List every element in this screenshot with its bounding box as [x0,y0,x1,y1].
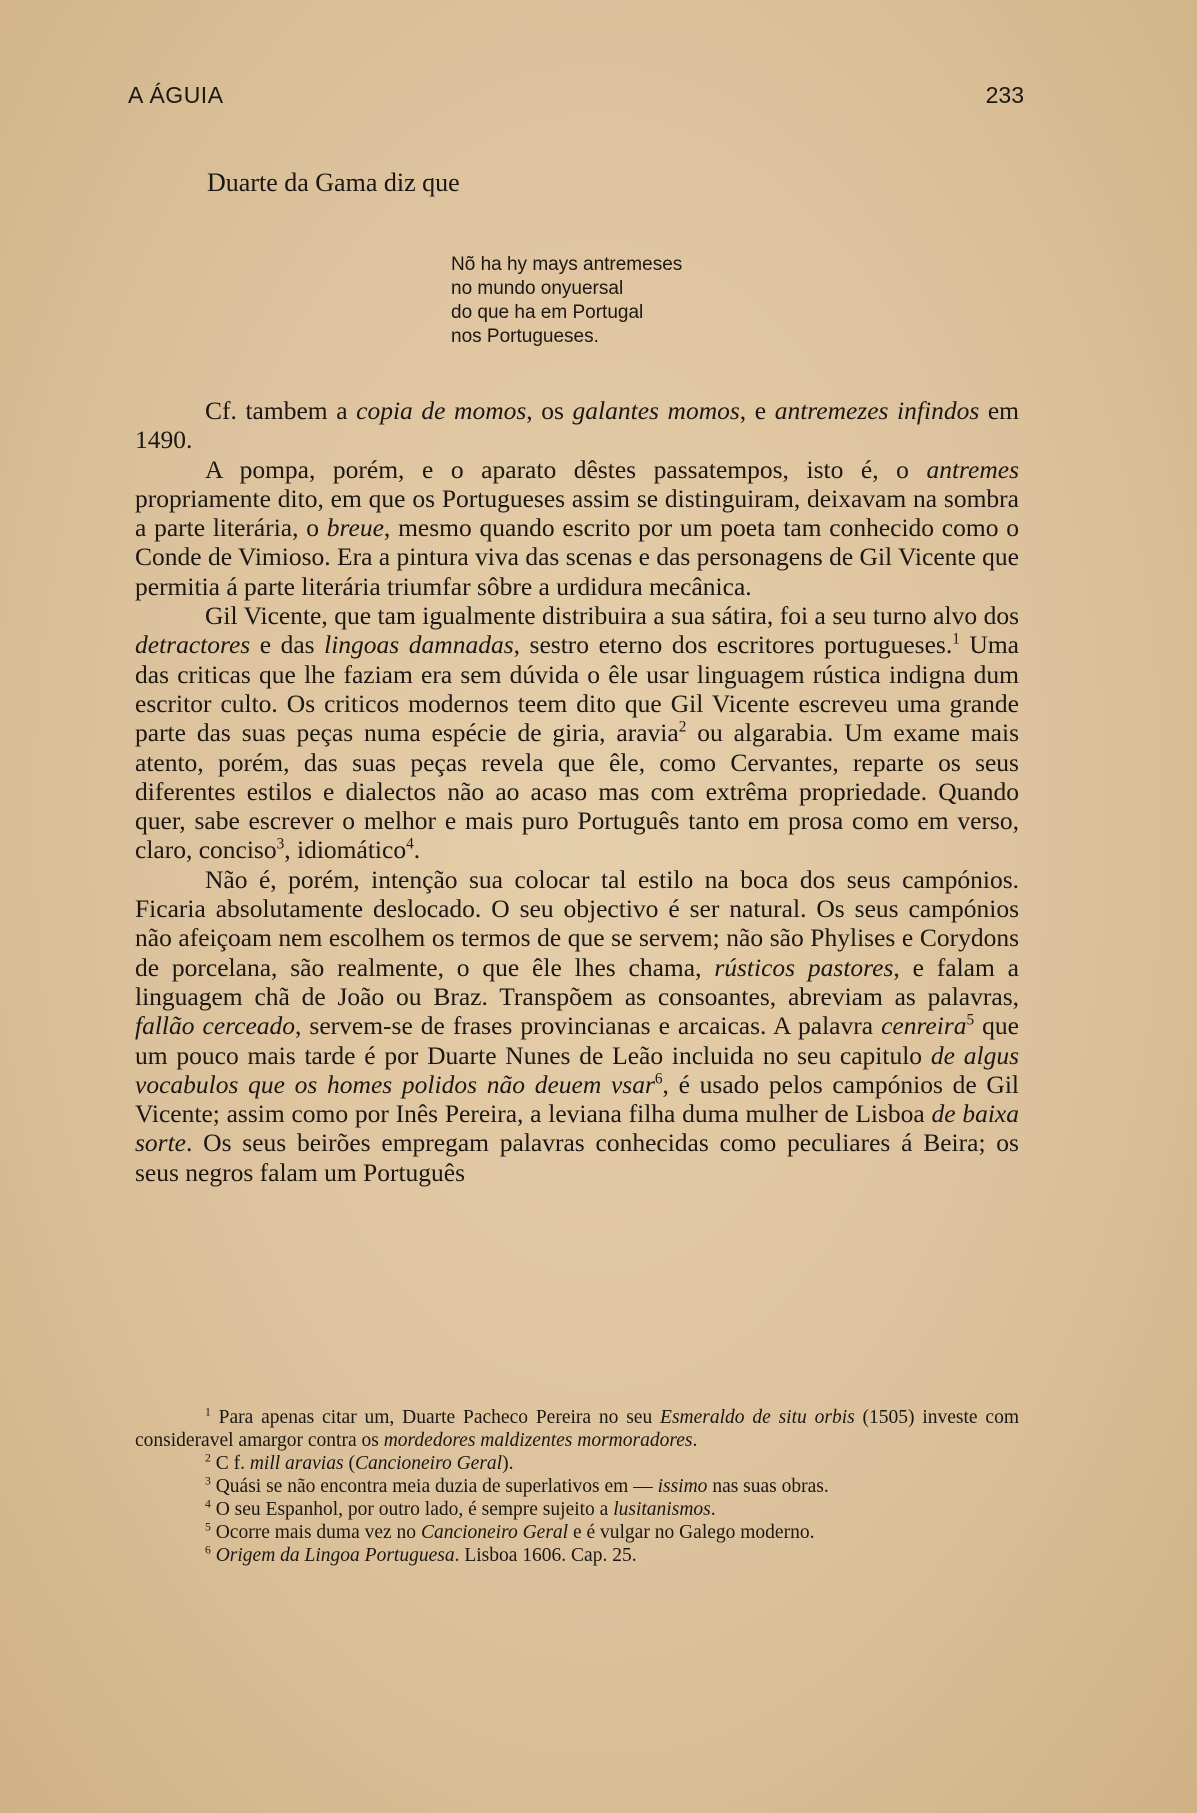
text-run: ). [502,1453,514,1474]
italic-run: fallão cerceado [135,1011,296,1041]
italic-run: Cancioneiro Geral [354,1453,503,1474]
text-run: em 1490. [135,396,1019,455]
footnote-ref: 4 [406,835,414,853]
footnote-3 [135,1475,1019,1498]
intro-line: Duarte da Gama diz que [207,168,460,197]
text-run: propriamente dito, em que os Portugueses assim se distinguiram, deixavam na sombra a parte literária, o [135,483,1019,543]
footnote-1 [135,1406,1019,1452]
italic-run: galantes momos [572,396,740,425]
footnote-number: 6 [205,1543,211,1557]
italic-run: detractores [135,630,251,660]
footnote-ref: 1 [952,630,960,648]
text-run: , os [526,396,573,425]
text-run: Gil Vicente, que tam igualmente distribuira a sua sátira, foi a seu turno alvo dos [205,601,1019,631]
footnote-number: 3 [205,1474,211,1488]
page-number: 233 [985,82,1024,108]
text-run: e é vulgar no Galego moderno. [568,1522,815,1543]
footnote-number: 4 [205,1497,211,1511]
text-run: . [692,1430,698,1451]
verse-quote [451,253,682,349]
paragraph-pompa [135,455,1019,601]
verse-line: nos Portugueses. [451,326,599,347]
text-run: , sestro eterno dos escritores portugueses. [513,630,953,660]
verse-line: Nõ ha hy mays antremeses [451,254,683,275]
text-run: , servem-se de frases provincianas e arcaicas. A palavra [295,1011,882,1041]
footnote-6 [135,1544,1019,1567]
footnotes [135,1406,1019,1567]
text-run: , é usado pelos campónios de Gil Vicente; assim como por Inês Pereira, a leviana filha duma mulher de Lisboa [135,1069,1019,1129]
verse-line: no mundo onyuersal [451,278,624,299]
footnote-number: 2 [205,1451,211,1465]
text-run: Ocorre mais duma vez no [210,1522,421,1543]
text-run: . [710,1499,716,1520]
text-run: C f. [210,1453,250,1474]
italic-run: de algus vocabulos que os homes polidos não deuem vsar [135,1040,1020,1099]
paragraph-estilo [135,865,1019,1187]
text-run: Uma das criticas que lhe faziam era sem dúvida o êle usar linguagem rústica indigna dum escritor culto. Os criticos modernos teem dito que Gil Vicente escreveu uma grande parte das suas peças numa espécie de giria, aravia [135,630,1019,748]
text-run: , e falam a linguagem chã de João ou Braz. Transpõem as consoantes, abreviam as palavras, [135,952,1019,1011]
text-run: , idiomático [284,835,407,865]
italic-run: lusitanismos [613,1499,711,1520]
italic-run: cenreira [881,1011,967,1041]
italic-run: lingoas damnadas [324,630,514,660]
footnote-2 [135,1452,1019,1475]
italic-run: antremes [926,454,1019,484]
italic-run: copia de momos [356,396,527,425]
italic-run: rústicos pastores [714,952,894,982]
italic-run: Esmeraldo de situ orbis [660,1407,855,1428]
footnote-ref: 2 [678,718,687,736]
text-run: Não é, porém, intenção sua colocar tal estilo na boca dos seus campónios. Ficaria absolutamente deslocado. O seu objectivo é ser natural. Os seus campónios não afeiçoam nem escolhem os termos de que se servem; não são Phylises e Corydons de porcelana, são realmente, o que êle lhes chama, [135,864,1019,982]
text-run: que um pouco mais tarde é por Duarte Nunes de Leão incluida no seu capitulo [135,1011,1019,1070]
text-run: , e [739,396,775,425]
footnote-ref: 5 [966,1011,975,1029]
text-run: O seu Espanhol, por outro lado, é sempre sujeito a [210,1499,614,1520]
italic-run: mill aravias [249,1453,344,1474]
footnote-number: 1 [205,1405,211,1419]
body-text [135,396,1019,1187]
italic-run: Origem da Lingoa Portuguesa [215,1545,455,1566]
italic-run: mordedores maldizentes mormoradores [383,1430,693,1451]
verse-line: do que ha em Portugal [451,302,644,323]
footnote-ref: 3 [276,835,285,853]
text-run: Para apenas citar um, Duarte Pacheco Pereira no seu [210,1407,661,1428]
text-run: . Os seus beirões empregam palavras conhecidas como peculiares á Beira; os seus negros falam um Português [135,1128,1019,1187]
journal-title: A ÁGUIA [128,82,224,108]
paragraph-cf [135,396,1019,455]
text-run: Quási se não encontra meia duzia de superlativos em — [210,1476,658,1497]
text-run: Cf. tambem a [205,396,357,425]
paragraph-gil-vicente [135,601,1019,865]
text-run: (1505) investe com consideravel amargor contra os [135,1407,1019,1451]
text-run: A pompa, porém, e o aparato dêstes passatempos, isto é, o [205,454,927,484]
italic-run: Cancioneiro Geral [420,1522,569,1543]
footnote-5 [135,1521,1019,1544]
text-run: ou algarabia. Um exame mais atento, porém, das suas peças revela que êle, como Cervantes, reparte os seus diferentes estilos e dialectos não ao acaso mas com extrêma propriedade. Quando quer, sabe escrever o melhor e mais puro Português tanto em prosa como em verso, claro, conciso [135,718,1020,865]
text-run: ( [343,1453,355,1474]
footnote-number: 5 [205,1520,211,1534]
footnote-ref: 6 [654,1070,663,1088]
running-head [128,82,1024,114]
text-run: , mesmo quando escrito por um poeta tam conhecido como o Conde de Vimioso. Era a pintura viva das scenas e das personagens de Gil Vicente que permitia á parte literária triumfar sôbre a urdidura mecânica. [135,513,1019,601]
italic-run: de baixa sorte [135,1099,1019,1158]
italic-run: antremezes infindos [774,396,980,425]
italic-run: breue [326,513,384,543]
footnote-4 [135,1498,1019,1521]
italic-run: issimo [657,1476,708,1497]
text-run: nas suas obras. [707,1476,829,1497]
text-run: . [413,835,421,865]
text-run: . Lisboa 1606. Cap. 25. [454,1545,637,1566]
text-run: e das [250,630,325,660]
